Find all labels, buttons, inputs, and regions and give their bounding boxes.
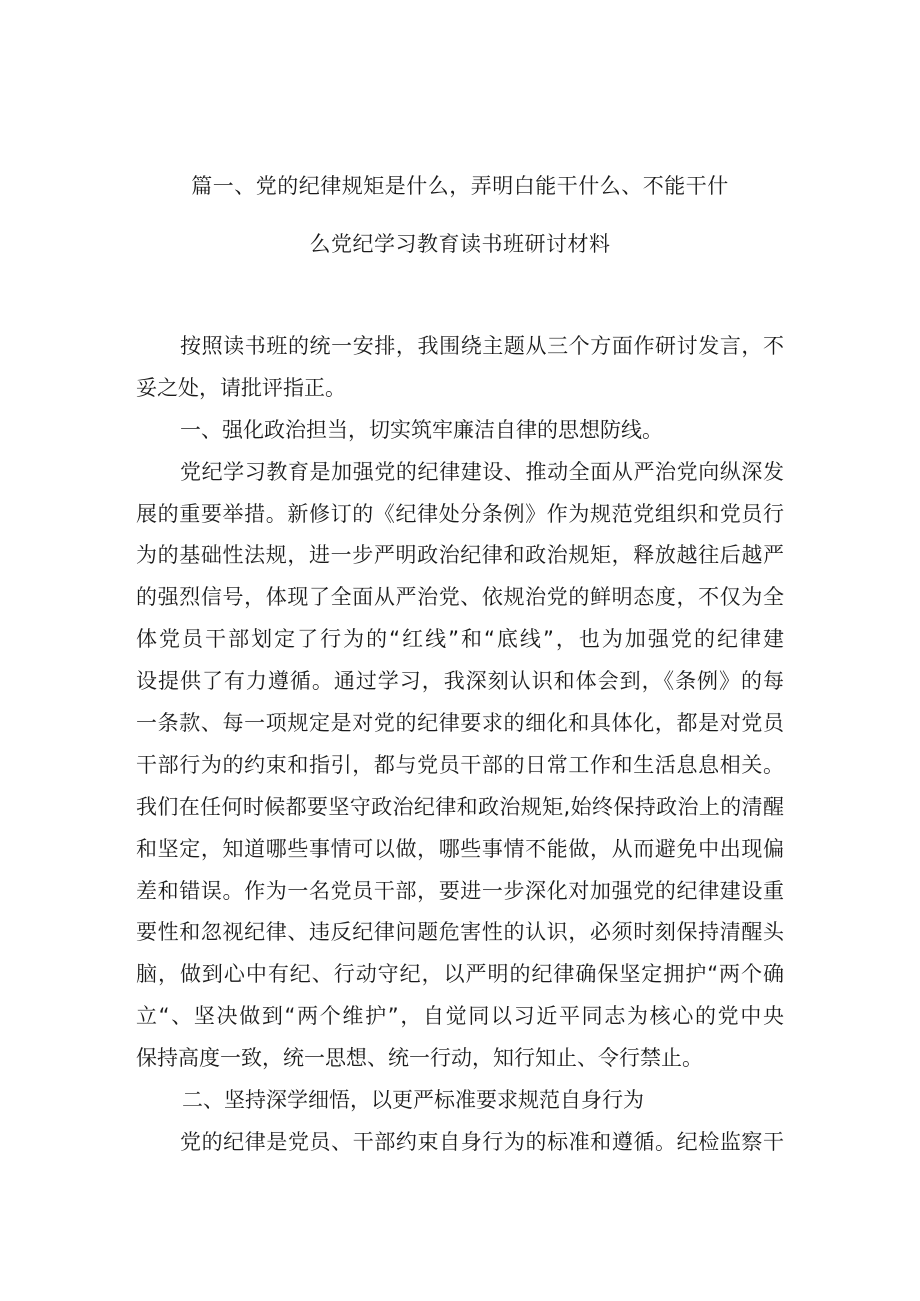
paragraph-line: 保持高度一致，统一思想、统一行动，知行知止、令行禁止。 — [136, 1046, 703, 1071]
section-heading-1: 一、强化政治担当，切实筑牢廉洁自律的思想防线。 — [180, 417, 663, 442]
paragraph-line: 体党员干部划定了行为的“红线”和“底线”，也为加强党的纪律建 — [136, 627, 784, 652]
paragraph-line: 立“、坚决做到“两个维护”，自觉同以习近平同志为核心的党中央 — [136, 1004, 784, 1029]
paragraph-line: 要性和忽视纪律、违反纪律问题危害性的认识，必须时刻保持清醒头 — [136, 920, 784, 945]
paragraph-line: 一条款、每一项规定是对党的纪律要求的细化和具体化，都是对党员 — [136, 711, 784, 736]
paragraph-line: 为的基础性法规，进一步严明政治纪律和政治规矩，释放越往后越严 — [136, 543, 784, 568]
paragraph-line: 干部行为的约束和指引，都与党员干部的日常工作和生活息息相关。 — [136, 752, 784, 777]
section-heading-2: 二、坚持深学细悟，以更严标准要求规范自身行为 — [182, 1088, 644, 1113]
paragraph-line: 的强烈信号，体现了全面从严治党、依规治党的鲜明态度，不仅为全 — [136, 585, 784, 610]
paragraph-line: 党纪学习教育是加强党的纪律建设、推动全面从严治党向纵深发 — [180, 459, 784, 484]
document-title-line-1: 篇一、党的纪律规矩是什么，弄明白能干什么、不能干什 — [191, 174, 729, 198]
paragraph-line: 我们在任何时候都要坚守政治纪律和政治规矩,始终保持政治上的清醒 — [136, 794, 784, 819]
paragraph-line: 脑，做到心中有纪、行动守纪，以严明的纪律确保坚定拥护“两个确 — [136, 962, 784, 987]
paragraph-line: 展的重要举措。新修订的《纪律处分条例》作为规范党组织和党员行 — [136, 501, 784, 526]
paragraph-intro-line: 按照读书班的统一安排，我围绕主题从三个方面作研讨发言，不 — [180, 334, 784, 358]
document-body — [136, 326, 784, 1164]
paragraph-line: 和坚定，知道哪些事情可以做，哪些事情不能做，从而避免中出现偏 — [136, 836, 784, 861]
paragraph-intro-line: 妥之处，请批评指正。 — [136, 375, 346, 400]
paragraph-line: 差和错误。作为一名党员干部，要进一步深化对加强党的纪律建设重 — [136, 878, 784, 903]
paragraph-line: 党的纪律是党员、干部约束自身行为的标准和遵循。纪检监察干 — [180, 1129, 784, 1154]
document-title-line-2: 么党纪学习教育读书班研讨材料 — [309, 232, 611, 256]
paragraph-line: 设提供了有力遵循。通过学习，我深刻认识和体会到，《条例》的每 — [136, 669, 784, 694]
